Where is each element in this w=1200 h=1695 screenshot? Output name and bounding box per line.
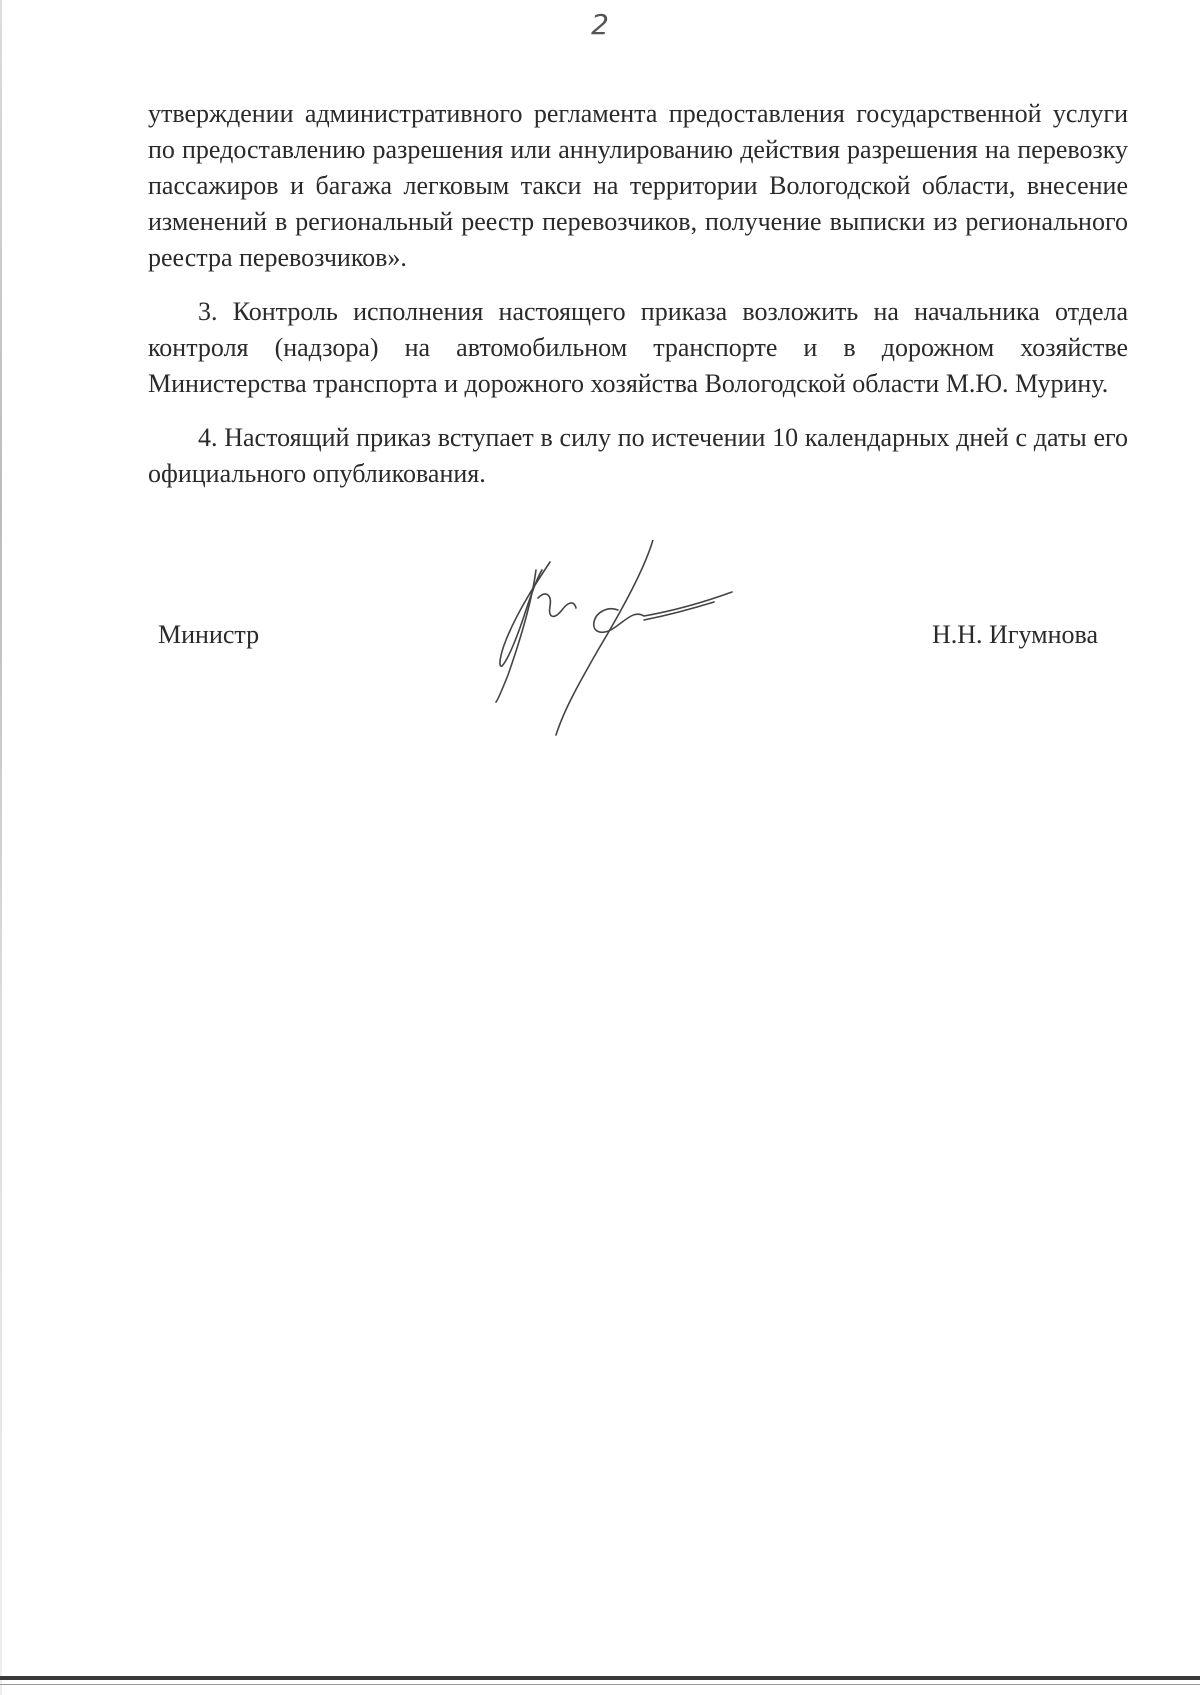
signatory-title: Министр — [158, 620, 260, 649]
paragraph-item-3: 3. Контроль исполнения настоящего приказа возложить на начальника отдела контроля (надзора) на автомобильном транспорте и в дорожном хозяйстве Министерства транспорта и дорожного хозяйства Вологодской области М.Ю. Мурину. — [148, 297, 1128, 398]
handwritten-signature — [478, 540, 738, 740]
page-bottom-border — [0, 1676, 1200, 1680]
signature-block — [148, 560, 1128, 740]
paragraph-continuation: утверждении административного регламента предоставления государственной услуги по предоставлению разрешения или аннулированию действия разрешения на перевозку пассажиров и багажа легковым такси на территории Вологодской области, внесение изменений в региональный реестр перевозчиков, получение выписки из регионального реестра перевозчиков». — [148, 99, 1128, 272]
page-number: 2 — [591, 8, 609, 41]
signatory-name: Н.Н. Игумнова — [932, 620, 1098, 649]
page-bottom-border-thin — [0, 1684, 1200, 1685]
paragraph-item-4: 4. Настоящий приказ вступает в силу по истечении 10 календарных дней с даты его официального опубликования. — [148, 423, 1128, 488]
document-body — [148, 96, 1128, 492]
scan-left-edge — [0, 0, 2, 1695]
